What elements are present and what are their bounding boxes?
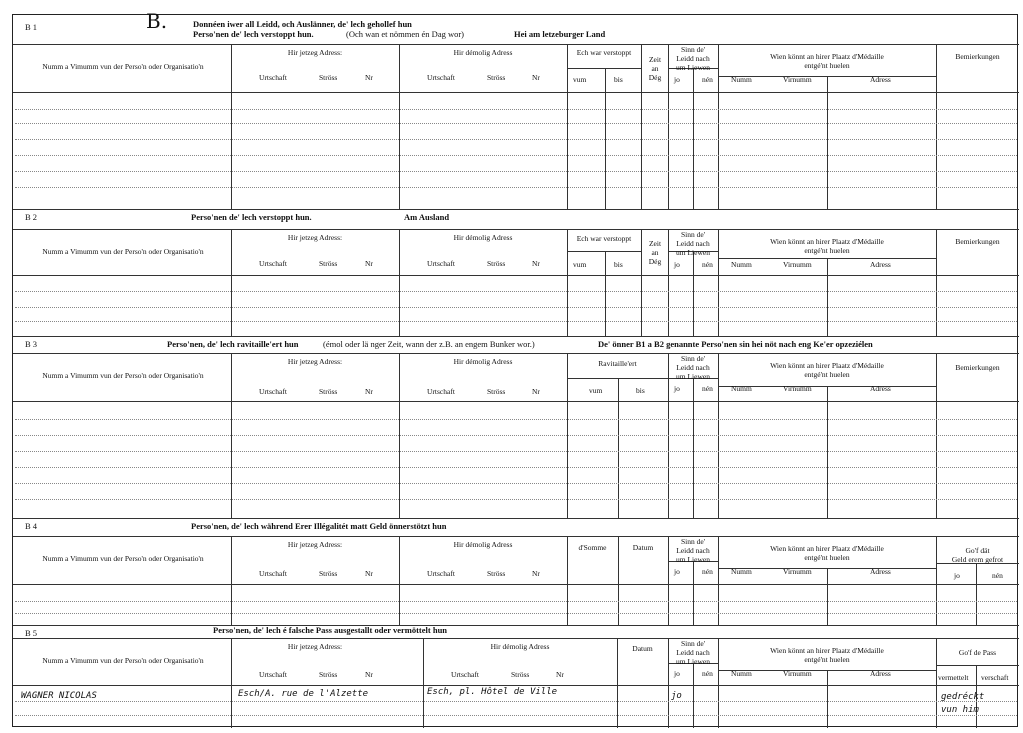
b4-sub-urtschaft-2: Urtschaft (427, 569, 455, 578)
b1-col-remarks: Bemierkungen (955, 52, 1000, 61)
b3-col-current-address: Hir jetzeg Adress: (287, 357, 343, 366)
b2-sub-stross-2: Ströss (487, 259, 506, 268)
rule-line (13, 275, 1019, 276)
column-line (827, 670, 828, 728)
b5-sub-numm: Numm (731, 669, 752, 678)
b3-col-medal-1: Wien könnt an hirer Plaatz d'Médaille (770, 361, 884, 370)
column-line (976, 563, 977, 625)
b5-entry-former-address: Esch, pl. Hôtel de Ville (427, 687, 558, 697)
form-sheet (12, 9, 1018, 727)
rule-line (936, 665, 1019, 666)
b5-entry-name: WAGNER NICOLAS (21, 691, 97, 701)
form-header-line2a: Perso'nen de' lech verstoppt hun. (193, 29, 314, 39)
section-divider (13, 336, 1019, 337)
b2-sub-urtschaft: Urtschaft (259, 259, 287, 268)
b1-sub-stross: Ströss (319, 73, 338, 82)
column-line (399, 229, 400, 336)
b3-sub-adress: Adress (870, 384, 891, 393)
b5-col-alive-3: um Liewen (676, 657, 710, 666)
b1-header-top (13, 44, 1019, 45)
b5-col-passport: Go'f de Pass (958, 648, 997, 657)
dotted-entry-line (15, 139, 1017, 140)
b4-col-current-address: Hir jetzeg Adress: (287, 540, 343, 549)
b3-col-medal-2: entgé'nt huelen (804, 370, 850, 379)
b1-section-label: B 1 (25, 22, 38, 32)
b4-col-refund-1: Go'f dät (965, 546, 990, 555)
rule-line (567, 68, 641, 69)
column-line (231, 229, 232, 336)
rule-line (13, 638, 1019, 639)
column-line (693, 251, 694, 336)
b3-section-label: B 3 (25, 339, 38, 349)
b5-col-name: Numm a Vimumm vun der Perso'n oder Organisatio'n (42, 656, 204, 665)
dotted-entry-line (15, 451, 1017, 452)
b2-sub-vum: vum (573, 260, 587, 269)
b4-sub-stross: Ströss (319, 569, 338, 578)
b1-sub-jo: jo (674, 75, 680, 84)
rule-line (13, 401, 1019, 402)
rule-line (13, 353, 1019, 354)
b4-col-refund-2: Geld erem gefrot (951, 555, 1004, 564)
b4-sub-adress: Adress (870, 567, 891, 576)
form-header-line2b: (Och wan et nömmen én Dag wor) (346, 29, 465, 39)
dotted-entry-line (15, 291, 1017, 292)
b1-sub-nr: Nr (365, 73, 373, 82)
dotted-entry-line (15, 601, 1017, 602)
b5-col-former-address: Hir démolig Adress (490, 642, 550, 651)
rule-line (567, 251, 641, 252)
b2-col-days-1: Zeit (648, 239, 662, 248)
column-line (827, 568, 828, 625)
column-line (567, 229, 568, 336)
b3-sub-nen: nén (702, 384, 713, 393)
b3-title-note: (émol oder lä nger Zeit, wann der z.B. an engem Bunker wor.) (323, 339, 535, 349)
b5-col-alive-1: Sinn de' (680, 639, 706, 648)
b4-col-amount: d'Somme (578, 543, 607, 552)
b5-col-current-address: Hir jetzeg Adress: (287, 642, 343, 651)
form-section-letter: B. (146, 9, 168, 33)
b2-subtitle: Am Ausland (404, 212, 450, 222)
column-line (605, 251, 606, 336)
b3-col-alive-2: Leidd nach (676, 363, 710, 372)
b5-entry-remark-1: gedréckt (941, 692, 985, 702)
b1-sub-nr-2: Nr (532, 73, 540, 82)
rule-line (13, 584, 1019, 585)
b5-sub-nr-2: Nr (556, 670, 564, 679)
b3-sub-virnumm: Virnumm (783, 384, 812, 393)
b1-col-alive-3: um Liewen (676, 63, 710, 72)
rule-line (13, 685, 1019, 686)
b4-sub-nr-2: Nr (532, 569, 540, 578)
b1-col-days-2: an (651, 64, 659, 73)
b2-col-alive-1: Sinn de' (680, 230, 706, 239)
b5-entry-current-address: Esch/A. rue de l'Alzette (238, 689, 369, 699)
dotted-entry-line (15, 467, 1017, 468)
b2-sub-nr: Nr (365, 259, 373, 268)
b4-col-alive-1: Sinn de' (680, 537, 706, 546)
b3-col-name: Numm a Vimumm vun der Perso'n oder Organisatio'n (42, 371, 204, 380)
b4-sub-nen: nén (992, 571, 1003, 580)
b2-col-alive-2: Leidd nach (676, 239, 710, 248)
column-line (693, 663, 694, 728)
b2-col-former-address: Hir démolig Adress (453, 233, 513, 242)
b1-col-days-1: Zeit (648, 55, 662, 64)
b4-col-medal-2: entgé'nt huelen (804, 553, 850, 562)
b4-col-alive-2: Leidd nach (676, 546, 710, 555)
b3-sub-numm: Numm (731, 384, 752, 393)
column-line (618, 378, 619, 518)
rule-line (13, 536, 1019, 537)
b5-sub-nen: nén (702, 669, 713, 678)
b1-col-medal-2: entgé'nt huelen (804, 61, 850, 70)
b4-col-alive-3: um Liewen (676, 555, 710, 564)
b1-sub-virnumm: Virnumm (783, 75, 812, 84)
column-line (936, 44, 937, 209)
b3-sub-urtschaft-2: Urtschaft (427, 387, 455, 396)
b3-sub-nr-2: Nr (532, 387, 540, 396)
b1-sub-numm: Numm (731, 75, 752, 84)
b2-sub-stross: Ströss (319, 259, 338, 268)
b5-sub-urtschaft-2: Urtschaft (451, 670, 479, 679)
dotted-entry-line (15, 171, 1017, 172)
b1-sub-urtschaft: Urtschaft (259, 73, 287, 82)
b1-col-medal-1: Wien könnt an hirer Plaatz d'Médaille (770, 52, 884, 61)
column-line (827, 258, 828, 336)
form-header-line2c: Hei am letzeburger Land (514, 29, 606, 39)
b3-title-end: De' önner B1 a B2 genannte Perso'nen sin hei nöt nach eng Ke'er opzeziélen (598, 339, 873, 349)
b5-sub-stross-2: Ströss (511, 670, 530, 679)
section-divider (13, 625, 1019, 626)
dotted-entry-line (15, 715, 1017, 716)
b2-sub-jo: jo (674, 260, 680, 269)
b2-col-medal-2: entgé'nt huelen (804, 246, 850, 255)
b2-sub-numm: Numm (731, 260, 752, 269)
b4-title: Perso'nen, de' lech während Erer Illégalitét matt Geld önnerstötzt hun (191, 521, 447, 531)
b3-title: Perso'nen, de' lech ravitaille'ert hun (167, 339, 299, 349)
column-line (399, 44, 400, 209)
b2-sub-urtschaft-2: Urtschaft (427, 259, 455, 268)
b1-col-alive-2: Leidd nach (676, 54, 710, 63)
b2-sub-nen: nén (702, 260, 713, 269)
b1-sub-vum: vum (573, 75, 587, 84)
section-divider (13, 209, 1019, 210)
b5-sub-jo: jo (674, 669, 680, 678)
b5-title: Perso'nen, de' lech é falsche Pass ausgestallt oder vermöttelt hun (213, 625, 448, 635)
dotted-entry-line (15, 499, 1017, 500)
b5-col-medal-2: entgé'nt huelen (804, 655, 850, 664)
b5-section-label: B 5 (25, 628, 38, 638)
b2-sub-virnumm: Virnumm (783, 260, 812, 269)
b5-sub-vermettelt: vermettelt (938, 673, 969, 682)
b2-col-days-2: an (651, 248, 659, 257)
dotted-entry-line (15, 307, 1017, 308)
b2-section-label: B 2 (25, 212, 38, 222)
b4-col-date: Datum (632, 543, 654, 552)
b5-entry-alive: jo (671, 691, 682, 701)
b4-sub-stross-2: Ströss (487, 569, 506, 578)
b3-sub-stross-2: Ströss (487, 387, 506, 396)
dotted-entry-line (15, 613, 1017, 614)
b2-sub-nr-2: Nr (532, 259, 540, 268)
b4-sub-jo: jo (954, 571, 960, 580)
dotted-entry-line (15, 155, 1017, 156)
b4-sub-urtschaft: Urtschaft (259, 569, 287, 578)
b3-col-former-address: Hir démolig Adress (453, 357, 513, 366)
dotted-entry-line (15, 187, 1017, 188)
column-line (693, 561, 694, 625)
b1-sub-nen: nén (702, 75, 713, 84)
dotted-entry-line (15, 321, 1017, 322)
b1-col-hidden: Ech war verstoppt (576, 48, 632, 57)
column-line (231, 536, 232, 625)
b1-sub-adress: Adress (870, 75, 891, 84)
b2-col-name: Numm a Vimumm vun der Perso'n oder Organisatio'n (42, 247, 204, 256)
dotted-entry-line (15, 419, 1017, 420)
form-header-line1: Donnéen iwer all Leidd, och Auslänner, de' lech gehollef hun (193, 19, 412, 29)
b4-sub-numm: Numm (731, 567, 752, 576)
b5-col-medal-1: Wien könnt an hirer Plaatz d'Médaille (770, 646, 884, 655)
b5-col-date: Datum (632, 644, 653, 653)
b3-col-alive-1: Sinn de' (680, 354, 706, 363)
b5-sub-virnumm: Virnumm (783, 669, 812, 678)
rule-line (718, 258, 936, 259)
rule-line (567, 378, 668, 379)
dotted-entry-line (15, 483, 1017, 484)
b2-col-hidden: Ech war verstoppt (576, 234, 632, 243)
b4-sub-nr: Nr (365, 569, 373, 578)
b4-section-label: B 4 (25, 521, 38, 531)
b3-sub-bis: bis (636, 386, 645, 395)
b5-sub-adress: Adress (870, 669, 891, 678)
dotted-entry-line (15, 701, 1017, 702)
b3-col-supplied: Ravitaille'ert (598, 359, 637, 368)
b1-header-bottom (13, 92, 1019, 93)
b1-sub-bis: bis (614, 75, 623, 84)
b4-sub-virnumm: Virnumm (783, 567, 812, 576)
column-line (399, 536, 400, 625)
column-line (693, 378, 694, 518)
b5-sub-stross: Ströss (319, 670, 338, 679)
b3-col-remarks: Bemierkungen (955, 363, 1000, 372)
b4-col-medal-1: Wien könnt an hirer Plaatz d'Médaille (770, 544, 884, 553)
b1-col-days-3: Dég (648, 73, 662, 82)
b3-sub-stross: Ströss (319, 387, 338, 396)
b4-sub-nen: nén (702, 567, 713, 576)
b1-col-former-address: Hir démolig Adress (453, 48, 513, 57)
b3-sub-urtschaft: Urtschaft (259, 387, 287, 396)
column-line (231, 44, 232, 209)
b2-col-remarks: Bemierkungen (955, 237, 1000, 246)
b5-entry-remark-2: vun him (941, 705, 979, 715)
dotted-entry-line (15, 123, 1017, 124)
section-divider (13, 518, 1019, 519)
b1-col-alive-1: Sinn de' (680, 45, 706, 54)
b3-sub-jo: jo (674, 384, 680, 393)
b2-sub-adress: Adress (870, 260, 891, 269)
b3-sub-nr: Nr (365, 387, 373, 396)
b1-sub-urtschaft-2: Urtschaft (427, 73, 455, 82)
column-line (827, 76, 828, 209)
dotted-entry-line (15, 109, 1017, 110)
b1-col-current-address: Hir jetzeg Adress: (287, 48, 343, 57)
b3-sub-vum: vum (589, 386, 603, 395)
b2-sub-bis: bis (614, 260, 623, 269)
b5-sub-verschaft: verschaft (981, 673, 1009, 682)
b1-sub-stross-2: Ströss (487, 73, 506, 82)
b1-col-name: Numm a Vimumm vun der Perso'n oder Organisatio'n (42, 62, 204, 71)
b2-col-alive-3: um Liewen (676, 248, 710, 257)
b4-col-former-address: Hir démolig Adress (453, 540, 513, 549)
b5-col-alive-2: Leidd nach (676, 648, 710, 657)
b2-col-days-3: Dég (648, 257, 662, 266)
b2-col-medal-1: Wien könnt an hirer Plaatz d'Médaille (770, 237, 884, 246)
b3-col-alive-3: um Liewen (676, 372, 710, 381)
b5-sub-nr: Nr (365, 670, 373, 679)
b4-sub-jo: jo (674, 567, 680, 576)
b4-col-name: Numm a Vimumm vun der Perso'n oder Organisatio'n (42, 554, 204, 563)
b2-col-current-address: Hir jetzeg Adress: (287, 233, 343, 242)
rule-line (13, 229, 1019, 230)
b2-title: Perso'nen de' lech verstoppt hun. (191, 212, 312, 222)
b5-sub-urtschaft: Urtschaft (259, 670, 287, 679)
dotted-entry-line (15, 435, 1017, 436)
